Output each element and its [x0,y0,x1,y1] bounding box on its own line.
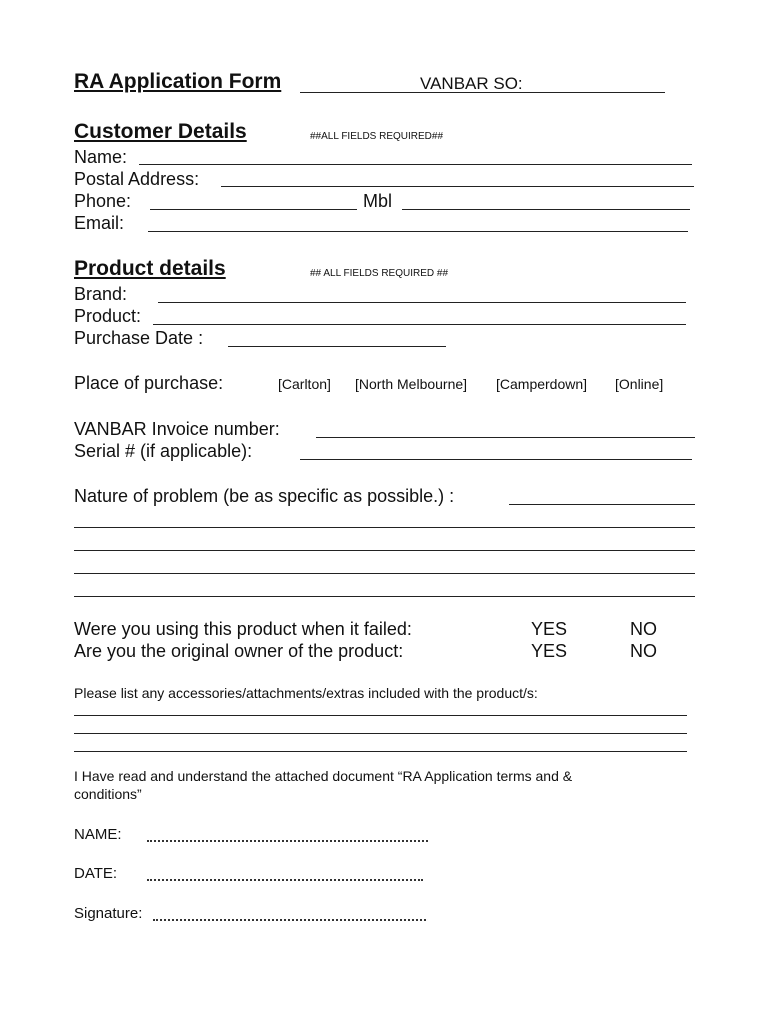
product-field[interactable] [153,324,686,325]
product-required-note: ## ALL FIELDS REQUIRED ## [310,268,449,279]
form-title: RA Application Form [74,70,282,93]
brand-field[interactable] [158,302,686,303]
brand-label: Brand: [74,284,128,304]
problem-field-line-5[interactable] [74,596,695,597]
signoff-signature-field[interactable] [153,919,426,921]
customer-required-note: ##ALL FIELDS REQUIRED## [310,131,444,142]
accessories-field-line-3[interactable] [74,751,687,752]
name-field[interactable] [139,164,692,165]
signoff-name-field[interactable] [147,840,428,842]
question-using-product-no[interactable]: NO [630,619,657,639]
invoice-number-field[interactable] [316,437,695,438]
postal-address-field[interactable] [221,186,694,187]
product-label: Product: [74,306,142,326]
accessories-label: Please list any accessories/attachments/extras included with the product/s: [74,685,538,701]
invoice-number-label: VANBAR Invoice number: [74,419,280,439]
customer-details-heading: Customer Details [74,120,247,143]
problem-label: Nature of problem (be as specific as possible.) : [74,486,455,506]
phone-field[interactable] [150,209,357,210]
signoff-signature-label: Signature: [74,905,143,922]
accessories-field-line-2[interactable] [74,733,687,734]
acknowledgement-line-1: I Have read and understand the attached document “RA Application terms and & [74,768,573,784]
signoff-date-label: DATE: [74,865,118,882]
purchase-date-field[interactable] [228,346,446,347]
option-carlton[interactable]: [Carlton] [278,376,331,392]
signoff-date-field[interactable] [147,879,423,881]
place-of-purchase-label: Place of purchase: [74,373,224,393]
question-original-owner-no[interactable]: NO [630,641,657,661]
name-label: Name: [74,147,128,167]
mbl-field[interactable] [402,209,690,210]
purchase-date-label: Purchase Date : [74,328,204,348]
question-original-owner: Are you the original owner of the product: [74,641,404,661]
problem-field-line-3[interactable] [74,550,695,551]
accessories-field-line-1[interactable] [74,715,687,716]
product-details-heading: Product details [74,257,226,280]
vanbar-so-label: VANBAR SO: [420,74,523,93]
serial-number-label: Serial # (if applicable): [74,441,253,461]
email-field[interactable] [148,231,688,232]
option-north-melbourne[interactable]: [North Melbourne] [355,376,468,392]
problem-field-line-1[interactable] [509,504,695,505]
postal-address-label: Postal Address: [74,169,200,189]
problem-field-line-4[interactable] [74,573,695,574]
option-camperdown[interactable]: [Camperdown] [496,376,588,392]
question-using-product: Were you using this product when it failed: [74,619,412,639]
option-online[interactable]: [Online] [615,376,664,392]
problem-field-line-2[interactable] [74,527,695,528]
serial-number-field[interactable] [300,459,692,460]
signoff-name-label: NAME: [74,826,122,843]
question-using-product-yes[interactable]: YES [531,619,568,639]
acknowledgement-line-2: conditions” [74,786,142,802]
mbl-label: Mbl [363,191,393,211]
email-label: Email: [74,213,125,233]
vanbar-so-field[interactable] [528,92,665,93]
phone-label: Phone: [74,191,132,211]
question-original-owner-yes[interactable]: YES [531,641,568,661]
